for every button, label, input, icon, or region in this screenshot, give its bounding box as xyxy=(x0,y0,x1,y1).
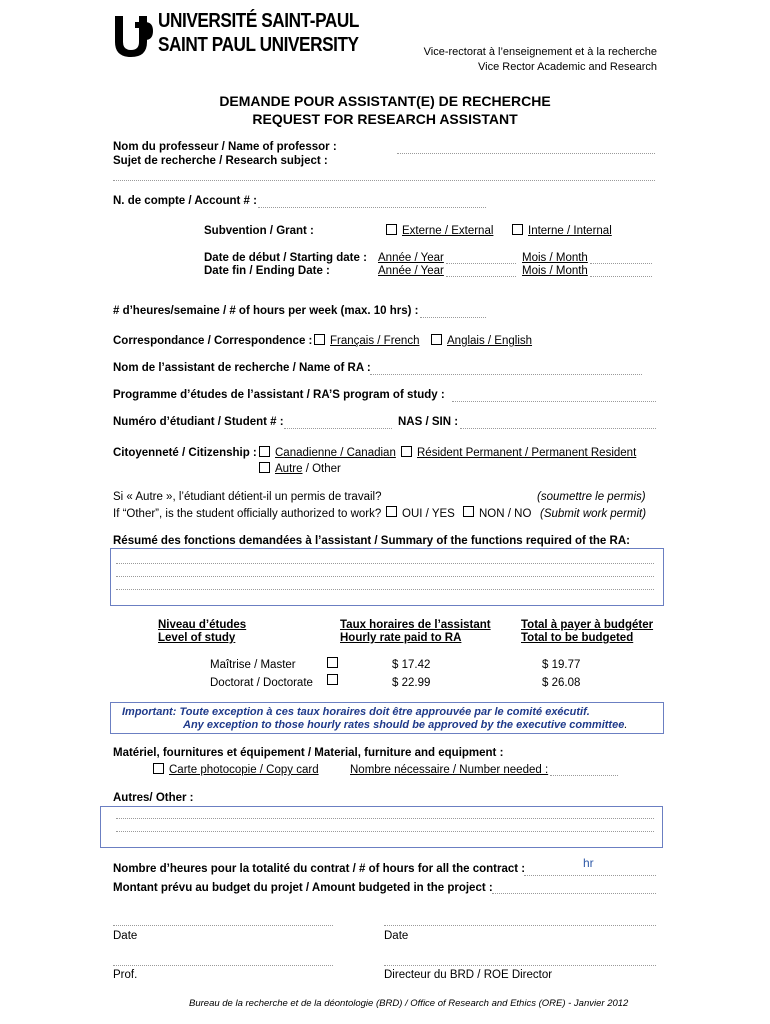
permanent-resident-checkbox[interactable] xyxy=(401,446,412,457)
number-needed-field[interactable] xyxy=(550,775,618,776)
footer-text: Bureau de la recherche et de la déontologie (BRD) / Office of Research and Ethics (ORE) - Janvier 2012 xyxy=(189,998,629,1009)
start-month-field[interactable] xyxy=(590,263,652,264)
english-checkbox[interactable] xyxy=(431,334,442,345)
other-label-underlined: Autre xyxy=(275,463,303,475)
director-signature-line[interactable] xyxy=(384,965,656,966)
french-label: Français / French xyxy=(330,335,420,347)
permit-question-en: If “Other”, is the student officially authorized to work? xyxy=(113,508,382,520)
other-label-rest: / Other xyxy=(302,463,341,475)
permit-no-label: NON / NO xyxy=(479,508,532,520)
other-equipment-box[interactable] xyxy=(100,806,663,848)
amount-budgeted-label: Montant prévu au budget du projet / Amount budgeted in the project : xyxy=(113,882,493,894)
program-label: Programme d’études de l’assistant / RA’S program of study : xyxy=(113,389,445,401)
citizenship-label: Citoyenneté / Citizenship : xyxy=(113,447,257,459)
student-number-field[interactable] xyxy=(284,428,392,429)
copy-card-checkbox[interactable] xyxy=(153,763,164,774)
summary-box[interactable] xyxy=(110,548,664,606)
end-month-label: Mois / Month xyxy=(522,265,588,277)
master-total: $ 19.77 xyxy=(542,659,581,671)
other-equipment-label: Autres/ Other : xyxy=(113,792,194,804)
internal-label: Interne / Internal xyxy=(528,225,612,237)
date-label-1: Date xyxy=(113,930,138,942)
level-header-fr: Niveau d’études xyxy=(158,619,247,631)
rate-header-fr: Taux horaires de l’assistant xyxy=(340,619,491,631)
total-header-en: Total to be budgeted xyxy=(521,632,634,644)
signature-date-2-line[interactable] xyxy=(384,925,656,926)
program-field[interactable] xyxy=(452,401,656,402)
doctorate-rate: $ 22.99 xyxy=(392,677,431,689)
account-field[interactable] xyxy=(258,207,486,208)
prof-label: Prof. xyxy=(113,969,138,981)
hours-contract-field[interactable] xyxy=(524,875,656,876)
start-year-label: Année / Year xyxy=(378,252,444,264)
ra-name-field[interactable] xyxy=(370,374,642,375)
level-header-en: Level of study xyxy=(158,632,236,644)
subject-label: Sujet de recherche / Research subject : xyxy=(113,155,328,167)
student-number-label: Numéro d’étudiant / Student # : xyxy=(113,416,284,428)
summary-label: Résumé des fonctions demandées à l’assistant / Summary of the functions required of the RA: xyxy=(113,535,630,547)
permanent-resident-label: Résident Permanent / Permanent Resident xyxy=(417,447,637,459)
hours-week-label: # d’heures/semaine / # of hours per week (max. 10 hrs) : xyxy=(113,305,419,317)
number-needed-label: Nombre nécessaire / Number needed : xyxy=(350,764,549,776)
french-checkbox[interactable] xyxy=(314,334,325,345)
summary-line-2 xyxy=(116,576,654,577)
account-label: N. de compte / Account # : xyxy=(113,195,257,207)
permit-question-fr: Si « Autre », l’étudiant détient-il un permis de travail? xyxy=(113,491,382,503)
form-title-fr: DEMANDE POUR ASSISTANT(E) DE RECHERCHE xyxy=(219,93,551,109)
start-month-label: Mois / Month xyxy=(522,252,588,264)
external-checkbox[interactable] xyxy=(386,224,397,235)
office-name-fr: Vice-rectorat à l’enseignement et à la recherche xyxy=(423,46,657,58)
master-level: Maîtrise / Master xyxy=(210,659,296,671)
end-year-label: Année / Year xyxy=(378,265,444,277)
english-label: Anglais / English xyxy=(447,335,533,347)
other-citizenship-label xyxy=(275,463,341,475)
important-notice-en-period: . xyxy=(624,719,628,731)
total-header-fr: Total à payer à budgéter xyxy=(521,619,654,631)
end-date-label: Date fin / Ending Date : xyxy=(204,265,330,277)
professor-label: Nom du professeur / Name of professor : xyxy=(113,141,337,153)
end-month-field[interactable] xyxy=(590,276,652,277)
director-label: Directeur du BRD / ROE Director xyxy=(384,969,553,981)
other-line-1 xyxy=(116,818,654,819)
other-line-2 xyxy=(116,831,654,832)
important-notice-fr: Important: Toute exception à ces taux horaires doit être approuvée par le comité exécutif. xyxy=(122,706,590,718)
canadian-checkbox[interactable] xyxy=(259,446,270,457)
office-name-en: Vice Rector Academic and Research xyxy=(478,61,657,73)
start-year-field[interactable] xyxy=(446,263,516,264)
summary-line-3 xyxy=(116,589,654,590)
summary-line-1 xyxy=(116,563,654,564)
hours-contract-label: Nombre d’heures pour la totalité du contrat / # of hours for all the contract : xyxy=(113,863,526,875)
correspondence-label: Correspondance / Correspondence : xyxy=(113,335,313,347)
start-date-label: Date de début / Starting date : xyxy=(204,252,367,264)
form-title-en: REQUEST FOR RESEARCH ASSISTANT xyxy=(252,111,518,127)
important-notice-en-text: Any exception to those hourly rates should be approved by the executive committee xyxy=(183,719,625,731)
university-name-en: SAINT PAUL UNIVERSITY xyxy=(158,34,359,56)
signature-date-1-line[interactable] xyxy=(113,925,333,926)
external-label: Externe / External xyxy=(402,225,494,237)
internal-checkbox[interactable] xyxy=(512,224,523,235)
copy-card-label: Carte photocopie / Copy card xyxy=(169,764,319,776)
sin-field[interactable] xyxy=(460,428,656,429)
master-checkbox[interactable] xyxy=(327,657,338,668)
rate-header-en: Hourly rate paid to RA xyxy=(340,632,462,644)
hr-unit: hr xyxy=(583,856,594,870)
sin-label: NAS / SIN : xyxy=(398,416,459,428)
subject-field[interactable] xyxy=(113,180,655,181)
university-name-fr: UNIVERSITÉ SAINT-PAUL xyxy=(158,10,359,32)
ra-name-label: Nom de l’assistant de recherche / Name of RA : xyxy=(113,362,371,374)
permit-note-en: (Submit work permit) xyxy=(540,508,647,520)
doctorate-checkbox[interactable] xyxy=(327,674,338,685)
permit-yes-checkbox[interactable] xyxy=(386,506,397,517)
important-notice-en xyxy=(183,719,627,731)
canadian-label: Canadienne / Canadian xyxy=(275,447,396,459)
professor-field[interactable] xyxy=(397,153,655,154)
doctorate-level: Doctorat / Doctorate xyxy=(210,677,313,689)
doctorate-total: $ 26.08 xyxy=(542,677,581,689)
permit-note-fr: (soumettre le permis) xyxy=(537,491,646,503)
grant-label: Subvention / Grant : xyxy=(204,225,314,237)
permit-no-checkbox[interactable] xyxy=(463,506,474,517)
prof-signature-line[interactable] xyxy=(113,965,333,966)
hours-week-field[interactable] xyxy=(420,317,486,318)
university-logo-icon xyxy=(113,14,153,58)
date-label-2: Date xyxy=(384,930,409,942)
equipment-label: Matériel, fournitures et équipement / Material, furniture and equipment : xyxy=(113,747,504,759)
end-year-field[interactable] xyxy=(446,276,516,277)
other-citizenship-checkbox[interactable] xyxy=(259,462,270,473)
amount-budgeted-field[interactable] xyxy=(492,893,656,894)
permit-yes-label: OUI / YES xyxy=(402,508,455,520)
master-rate: $ 17.42 xyxy=(392,659,431,671)
